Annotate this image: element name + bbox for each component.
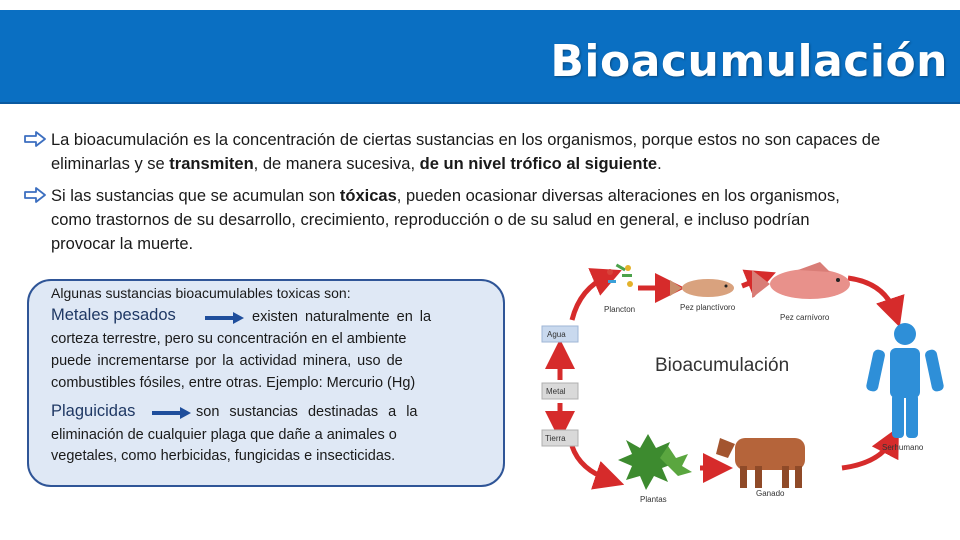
arrow-to-plants (572, 446, 610, 480)
ganado-label: Ganado (756, 489, 785, 498)
plantas-label: Plantas (640, 495, 667, 504)
box-intro: Algunas sustancias bioacumulables toxicas son: (51, 285, 351, 301)
bullet-definition (24, 128, 949, 176)
arrow-bullet-icon (24, 130, 46, 148)
arrow-right-icon (152, 406, 192, 420)
header-bar (0, 10, 960, 104)
bullet-1-line-2c: , de manera sucesiva, (253, 155, 420, 173)
bullet-2-bold-toxicas: tóxicas (339, 187, 397, 205)
bullet-2-line-1a: Si las sustancias que se acumulan son (51, 187, 340, 205)
metales-line-2: corteza terrestre, pero su concentración en el ambiente (51, 331, 407, 347)
bullet-1-bold-transmiten: transmiten (169, 155, 254, 173)
term-plaguicidas: Plaguicidas (51, 402, 136, 420)
arrow-bullet-icon (24, 186, 46, 204)
plaguicidas-line-3: vegetales, como herbicidas, fungicidas e insecticidas. (51, 448, 396, 464)
fish-small-icon (670, 279, 734, 297)
tierra-label: Tierra (545, 434, 566, 443)
bullet-1-line-2a: eliminarlas y se (51, 155, 170, 173)
metales-line-4: combustibles fósiles, entre otras. Ejemplo: Mercurio (Hg) (51, 375, 416, 391)
fish-large-icon (752, 262, 850, 299)
metales-line-3: puede incrementarse por la actividad minera, uso de (51, 353, 403, 369)
bullet-1-line-1: La bioacumulación es la concentración de ciertas sustancias en los organismos, porque estos no son capaces de (51, 131, 881, 149)
pez-carnivoro-label: Pez carnívoro (780, 313, 830, 322)
plancton-label: Plancton (604, 305, 636, 314)
arrow-right-icon (205, 311, 245, 325)
bioaccumulation-diagram (530, 258, 960, 508)
plankton-icon (607, 264, 633, 287)
cattle-icon (716, 438, 805, 488)
bullet-2-line-2: como trastornos de su desarrollo, crecimiento, reproducción o de su salud en general, e incluso podrían (51, 211, 810, 229)
agua-label: Agua (547, 330, 566, 339)
bullet-2-line-3: provocar la muerte. (51, 235, 194, 253)
plaguicidas-line-2: eliminación de cualquier plaga que dañe a animales o (51, 427, 397, 443)
metales-line-1: existen naturalmente en la (252, 309, 432, 325)
metal-label: Metal (546, 387, 566, 396)
bullet-toxicity (24, 184, 949, 256)
serhumano-label: Serhumano (882, 443, 924, 452)
bullet-2-line-1c: , pueden ocasionar diversas alteraciones en los organismos, (396, 187, 840, 205)
plaguicidas-line-1: son sustancias destinadas a la (196, 404, 418, 420)
arrow-bigfish-to-human (848, 278, 895, 313)
human-icon (865, 323, 944, 438)
diagram-center-label: Bioacumulación (655, 355, 790, 376)
plants-icon (618, 434, 692, 490)
page-title: Bioacumulación (550, 36, 948, 87)
term-metales-pesados: Metales pesados (51, 306, 176, 324)
bullet-1-line-2e: . (657, 155, 662, 173)
arrow-to-plankton (572, 276, 608, 320)
bullet-1-bold-nivel: de un nivel trófico al siguiente (419, 155, 658, 173)
pez-planctivoro-label: Pez planctívoro (680, 303, 736, 312)
